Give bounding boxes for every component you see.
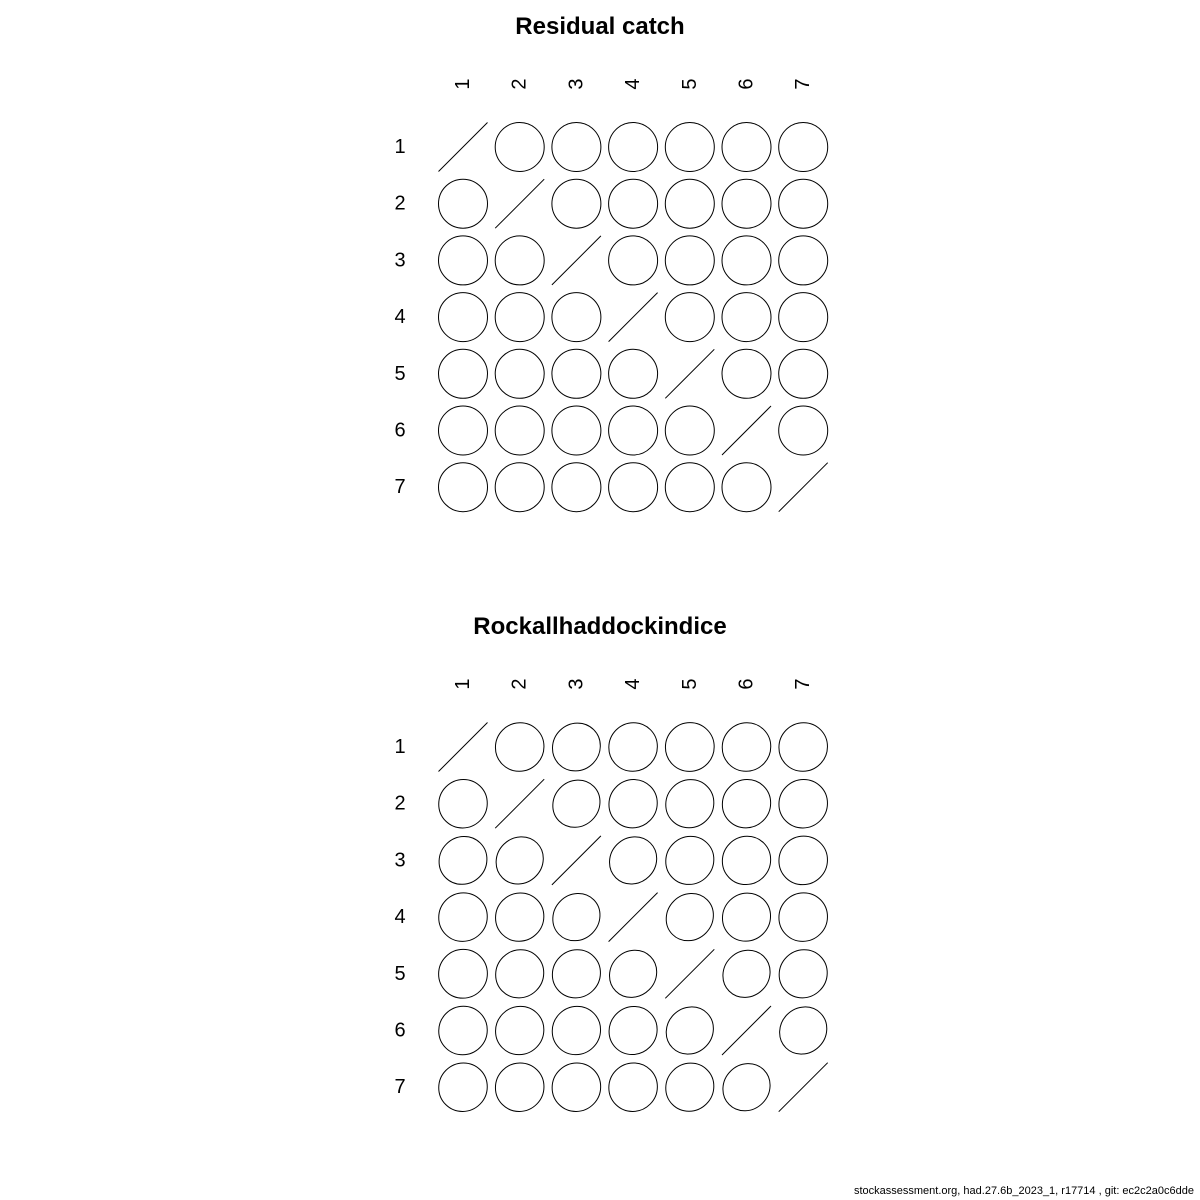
correlation-ellipse bbox=[769, 940, 837, 1008]
col-label: 5 bbox=[678, 678, 701, 690]
correlation-ellipse bbox=[543, 713, 611, 781]
col-label: 3 bbox=[565, 78, 588, 90]
row-label: 6 bbox=[394, 1019, 406, 1042]
correlation-ellipse bbox=[485, 1053, 554, 1122]
correlation-ellipse bbox=[656, 1053, 724, 1121]
correlation-ellipse bbox=[428, 453, 497, 522]
row-label: 4 bbox=[394, 306, 406, 329]
correlation-ellipse bbox=[598, 112, 667, 181]
correlation-ellipse bbox=[543, 884, 610, 951]
correlation-ellipse bbox=[712, 169, 781, 238]
correlation-ellipse bbox=[655, 226, 724, 295]
diagonal-line bbox=[609, 293, 658, 342]
diagonal-line bbox=[495, 179, 544, 228]
correlation-ellipse bbox=[769, 713, 838, 782]
correlation-ellipse bbox=[485, 112, 554, 181]
correlation-ellipse bbox=[656, 997, 723, 1064]
correlation-ellipse bbox=[655, 453, 724, 522]
correlation-ellipse bbox=[599, 1053, 668, 1122]
correlation-ellipse bbox=[655, 282, 724, 351]
correlation-ellipse bbox=[542, 453, 611, 522]
row-label: 1 bbox=[394, 736, 406, 758]
correlation-ellipse bbox=[712, 770, 780, 838]
correlation-ellipse bbox=[770, 997, 837, 1064]
correlation-ellipse bbox=[428, 282, 497, 351]
correlation-ellipse bbox=[712, 826, 780, 894]
correlation-ellipse bbox=[598, 339, 667, 408]
col-label: 1 bbox=[452, 78, 474, 90]
row-label: 6 bbox=[394, 419, 406, 442]
correlation-ellipse bbox=[599, 997, 667, 1065]
panel-1 bbox=[394, 13, 837, 522]
col-label: 6 bbox=[735, 678, 758, 690]
panel-2 bbox=[394, 613, 837, 1122]
diagonal-line bbox=[609, 893, 658, 942]
diagonal-line bbox=[779, 1063, 828, 1112]
correlation-ellipse bbox=[542, 282, 611, 351]
col-label: 2 bbox=[508, 678, 531, 690]
row-label: 2 bbox=[394, 792, 406, 815]
correlation-ellipse bbox=[600, 827, 667, 894]
diagonal-line bbox=[722, 1006, 771, 1055]
col-label: 2 bbox=[508, 78, 531, 90]
diagonal-line bbox=[779, 463, 828, 512]
correlation-ellipse bbox=[429, 827, 497, 895]
correlation-ellipse bbox=[542, 996, 610, 1064]
correlation-ellipse bbox=[486, 940, 554, 1008]
correlation-ellipse bbox=[485, 226, 554, 295]
correlation-ellipse bbox=[656, 826, 724, 894]
diagonal-line bbox=[552, 236, 601, 285]
diagonal-line bbox=[552, 836, 601, 885]
correlation-ellipse bbox=[713, 940, 780, 1007]
correlation-ellipse bbox=[542, 940, 610, 1008]
correlation-ellipse bbox=[769, 396, 838, 465]
correlation-ellipse bbox=[486, 996, 554, 1064]
correlation-ellipse bbox=[542, 396, 611, 465]
correlation-ellipse bbox=[428, 226, 497, 295]
diagonal-line bbox=[665, 949, 714, 998]
col-label: 1 bbox=[452, 678, 474, 690]
col-label: 6 bbox=[735, 78, 758, 90]
correlation-ellipse bbox=[655, 169, 724, 238]
diagonal-line bbox=[439, 123, 488, 172]
col-label: 4 bbox=[622, 78, 645, 90]
correlation-ellipse bbox=[429, 883, 498, 952]
correlation-ellipse bbox=[769, 826, 838, 895]
row-label: 5 bbox=[394, 362, 406, 385]
correlation-ellipse bbox=[429, 996, 498, 1065]
correlation-ellipse bbox=[769, 226, 838, 295]
correlation-ellipse bbox=[598, 169, 667, 238]
correlation-ellipse bbox=[598, 453, 667, 522]
col-label: 7 bbox=[792, 678, 815, 690]
correlation-ellipse bbox=[429, 939, 498, 1008]
col-label: 7 bbox=[792, 78, 815, 90]
row-label: 5 bbox=[394, 962, 406, 985]
correlation-ellipse bbox=[485, 339, 554, 408]
correlation-ellipse bbox=[543, 770, 610, 837]
correlation-ellipse bbox=[429, 769, 498, 838]
diagonal-line bbox=[495, 779, 544, 828]
correlation-ellipse bbox=[713, 1054, 780, 1121]
footer-text: stockassessment.org, had.27.6b_2023_1, r17714 , git: ec2c2a0c6dde bbox=[853, 1185, 1194, 1197]
correlation-ellipse bbox=[542, 112, 611, 181]
correlation-ellipse bbox=[655, 396, 724, 465]
row-label: 3 bbox=[394, 249, 406, 272]
correlation-ellipse bbox=[542, 1053, 611, 1122]
panel-title: Rockallhaddockindice bbox=[473, 613, 727, 640]
correlation-ellipse bbox=[712, 453, 781, 522]
row-label: 2 bbox=[394, 192, 406, 215]
correlation-ellipse bbox=[598, 226, 667, 295]
col-label: 5 bbox=[678, 78, 701, 90]
correlation-ellipse bbox=[598, 396, 667, 465]
diagonal-line bbox=[722, 406, 771, 455]
correlation-ellipse bbox=[769, 339, 838, 408]
correlation-ellipse bbox=[600, 940, 667, 1007]
correlation-ellipse bbox=[485, 282, 554, 351]
diagonal-line bbox=[665, 349, 714, 398]
col-label: 4 bbox=[622, 678, 645, 690]
correlation-ellipse bbox=[485, 713, 554, 782]
correlation-ellipse bbox=[428, 169, 497, 238]
correlation-ellipse bbox=[486, 827, 553, 894]
correlation-ellipse bbox=[655, 713, 724, 782]
correlation-ellipse bbox=[656, 770, 724, 838]
correlation-ellipse bbox=[712, 226, 781, 295]
correlation-ellipse bbox=[712, 282, 781, 351]
correlation-ellipse bbox=[542, 169, 611, 238]
correlation-ellipse bbox=[769, 282, 838, 351]
correlation-ellipse bbox=[429, 1053, 498, 1122]
correlation-ellipse bbox=[712, 713, 781, 782]
correlation-ellipse bbox=[712, 112, 781, 181]
correlation-ellipse bbox=[599, 713, 668, 782]
correlation-ellipse bbox=[485, 453, 554, 522]
row-label: 1 bbox=[394, 136, 406, 158]
correlation-ellipse bbox=[485, 396, 554, 465]
row-label: 4 bbox=[394, 906, 406, 929]
correlation-ellipse bbox=[769, 112, 838, 181]
correlation-ellipse bbox=[656, 884, 723, 951]
panel-title: Residual catch bbox=[515, 13, 685, 40]
diagonal-line bbox=[439, 723, 488, 772]
correlation-ellipse bbox=[769, 883, 838, 952]
correlation-ellipse bbox=[542, 339, 611, 408]
correlation-ellipse bbox=[599, 770, 667, 838]
col-label: 3 bbox=[565, 678, 588, 690]
row-label: 7 bbox=[394, 1076, 406, 1099]
correlation-ellipse bbox=[428, 339, 497, 408]
correlation-ellipse bbox=[428, 396, 497, 465]
correlation-ellipse bbox=[769, 769, 838, 838]
correlation-ellipse bbox=[655, 112, 724, 181]
row-label: 7 bbox=[394, 476, 406, 499]
correlation-ellipse bbox=[769, 169, 838, 238]
correlation-ellipse bbox=[486, 883, 554, 951]
correlation-ellipse bbox=[712, 339, 781, 408]
row-label: 3 bbox=[394, 849, 406, 872]
correlation-ellipse bbox=[713, 883, 781, 951]
